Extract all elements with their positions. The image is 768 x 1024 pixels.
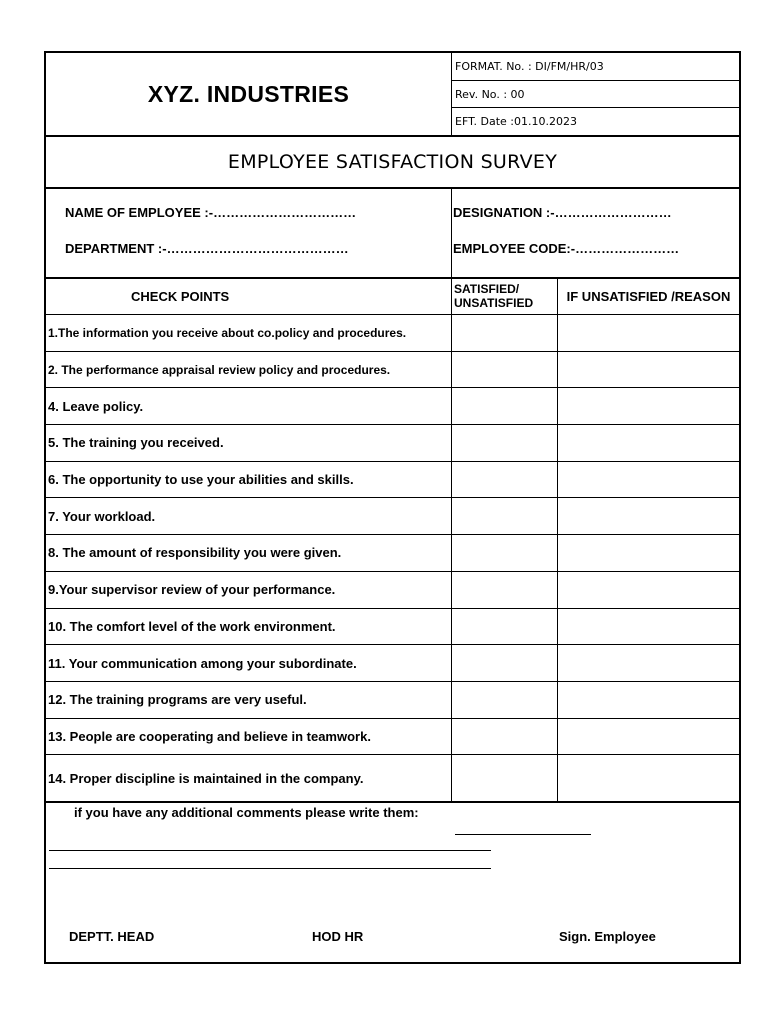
- reason-cell[interactable]: [557, 755, 739, 801]
- check-point-label: 7. Your workload.: [48, 508, 156, 524]
- reason-cell[interactable]: [557, 645, 739, 681]
- table-row: [46, 352, 739, 389]
- company-name: XYZ. INDUSTRIES: [147, 80, 350, 107]
- check-point-label: 10. The comfort level of the work environment.: [48, 618, 336, 634]
- satisfied-cell[interactable]: [451, 462, 557, 498]
- reason-cell[interactable]: [557, 498, 739, 534]
- table-row: [46, 755, 739, 803]
- comment-line-1[interactable]: [455, 834, 591, 835]
- table-row: [46, 572, 739, 609]
- reason-cell[interactable]: [557, 535, 739, 571]
- reason-cell[interactable]: [557, 425, 739, 461]
- employee-name-label: NAME OF EMPLOYEE :-: [65, 205, 214, 220]
- form-header: [46, 53, 739, 137]
- designation-field[interactable]: [453, 205, 672, 220]
- table-row: [46, 682, 739, 719]
- satisfied-cell[interactable]: [451, 609, 557, 645]
- department-label: DEPARTMENT :-: [65, 241, 167, 256]
- reason-cell[interactable]: [557, 682, 739, 718]
- check-point-label: 6. The opportunity to use your abilities and skills.: [48, 472, 354, 488]
- table-row: [46, 315, 739, 352]
- check-points-header: CHECK POINTS: [131, 289, 230, 304]
- designation-blank[interactable]: ………………………: [554, 205, 672, 220]
- dept-head-signature: DEPTT. HEAD: [69, 929, 155, 944]
- department-blank[interactable]: ……………………………………: [166, 241, 349, 256]
- check-point-label: 11. Your communication among your subordinate.: [48, 655, 357, 671]
- employee-signature: Sign. Employee: [559, 929, 656, 944]
- info-divider: [451, 189, 452, 277]
- revision-number: Rev. No. : 00: [452, 80, 740, 107]
- check-point-label: 14. Proper discipline is maintained in the company.: [48, 770, 364, 786]
- document-meta: [451, 53, 740, 135]
- employee-code-label: EMPLOYEE CODE:-: [453, 241, 576, 256]
- check-point-label: 12. The training programs are very useful.: [48, 692, 307, 708]
- table-row: [46, 462, 739, 499]
- comment-line-2[interactable]: [49, 850, 491, 851]
- satisfied-header-line2: UNSATISFIED: [454, 296, 534, 310]
- satisfied-cell[interactable]: [451, 425, 557, 461]
- format-number: FORMAT. No. : DI/FM/HR/03: [455, 60, 604, 73]
- designation-label: DESIGNATION :-: [453, 205, 555, 220]
- satisfied-cell[interactable]: [451, 388, 557, 424]
- check-point-label: 1.The information you receive about co.policy and procedures.: [48, 325, 407, 340]
- employee-info: [46, 189, 739, 279]
- satisfied-cell[interactable]: [451, 498, 557, 534]
- table-row: [46, 388, 739, 425]
- table-row: [46, 535, 739, 572]
- satisfied-cell[interactable]: [451, 572, 557, 608]
- table-row: [46, 609, 739, 646]
- reason-header: IF UNSATISFIED /REASON: [557, 279, 739, 314]
- satisfied-cell[interactable]: [451, 315, 557, 351]
- satisfied-cell[interactable]: [451, 682, 557, 718]
- reason-cell[interactable]: [557, 609, 739, 645]
- check-point-label: 4. Leave policy.: [48, 398, 144, 414]
- check-point-label: 2. The performance appraisal review policy and procedures.: [48, 362, 391, 377]
- comment-line-3[interactable]: [49, 868, 491, 869]
- satisfied-cell[interactable]: [451, 755, 557, 801]
- satisfied-cell[interactable]: [451, 352, 557, 388]
- satisfied-cell[interactable]: [451, 719, 557, 755]
- employee-name-blank[interactable]: ……………………………: [213, 205, 357, 220]
- checkpoints-table: [46, 279, 739, 803]
- reason-cell[interactable]: [557, 352, 739, 388]
- reason-cell[interactable]: [557, 388, 739, 424]
- check-point-label: 5. The training you received.: [48, 435, 224, 451]
- table-row: [46, 645, 739, 682]
- hod-hr-signature: HOD HR: [312, 929, 364, 944]
- table-row: [46, 425, 739, 462]
- form-title: EMPLOYEE SATISFACTION SURVEY: [46, 137, 739, 189]
- table-row: [46, 719, 739, 756]
- reason-cell[interactable]: [557, 719, 739, 755]
- satisfied-cell[interactable]: [451, 535, 557, 571]
- satisfied-header-line1: SATISFIED/: [454, 282, 520, 296]
- employee-name-field[interactable]: [65, 205, 356, 220]
- comments-prompt: if you have any additional comments please write them:: [74, 805, 419, 820]
- effective-date: EFT. Date :01.10.2023: [452, 107, 740, 135]
- survey-form: [44, 51, 741, 964]
- check-point-label: 8. The amount of responsibility you were given.: [48, 545, 342, 561]
- satisfied-cell[interactable]: [451, 645, 557, 681]
- reason-cell[interactable]: [557, 315, 739, 351]
- table-header-row: [46, 279, 739, 315]
- employee-code-field[interactable]: [453, 241, 679, 256]
- satisfied-header: [451, 279, 557, 314]
- employee-code-blank[interactable]: ……………………: [575, 241, 680, 256]
- department-field[interactable]: [65, 241, 349, 256]
- reason-cell[interactable]: [557, 462, 739, 498]
- check-point-label: 9.Your supervisor review of your performance.: [48, 582, 336, 598]
- reason-cell[interactable]: [557, 572, 739, 608]
- table-row: [46, 498, 739, 535]
- check-point-label: 13. People are cooperating and believe in teamwork.: [48, 728, 371, 744]
